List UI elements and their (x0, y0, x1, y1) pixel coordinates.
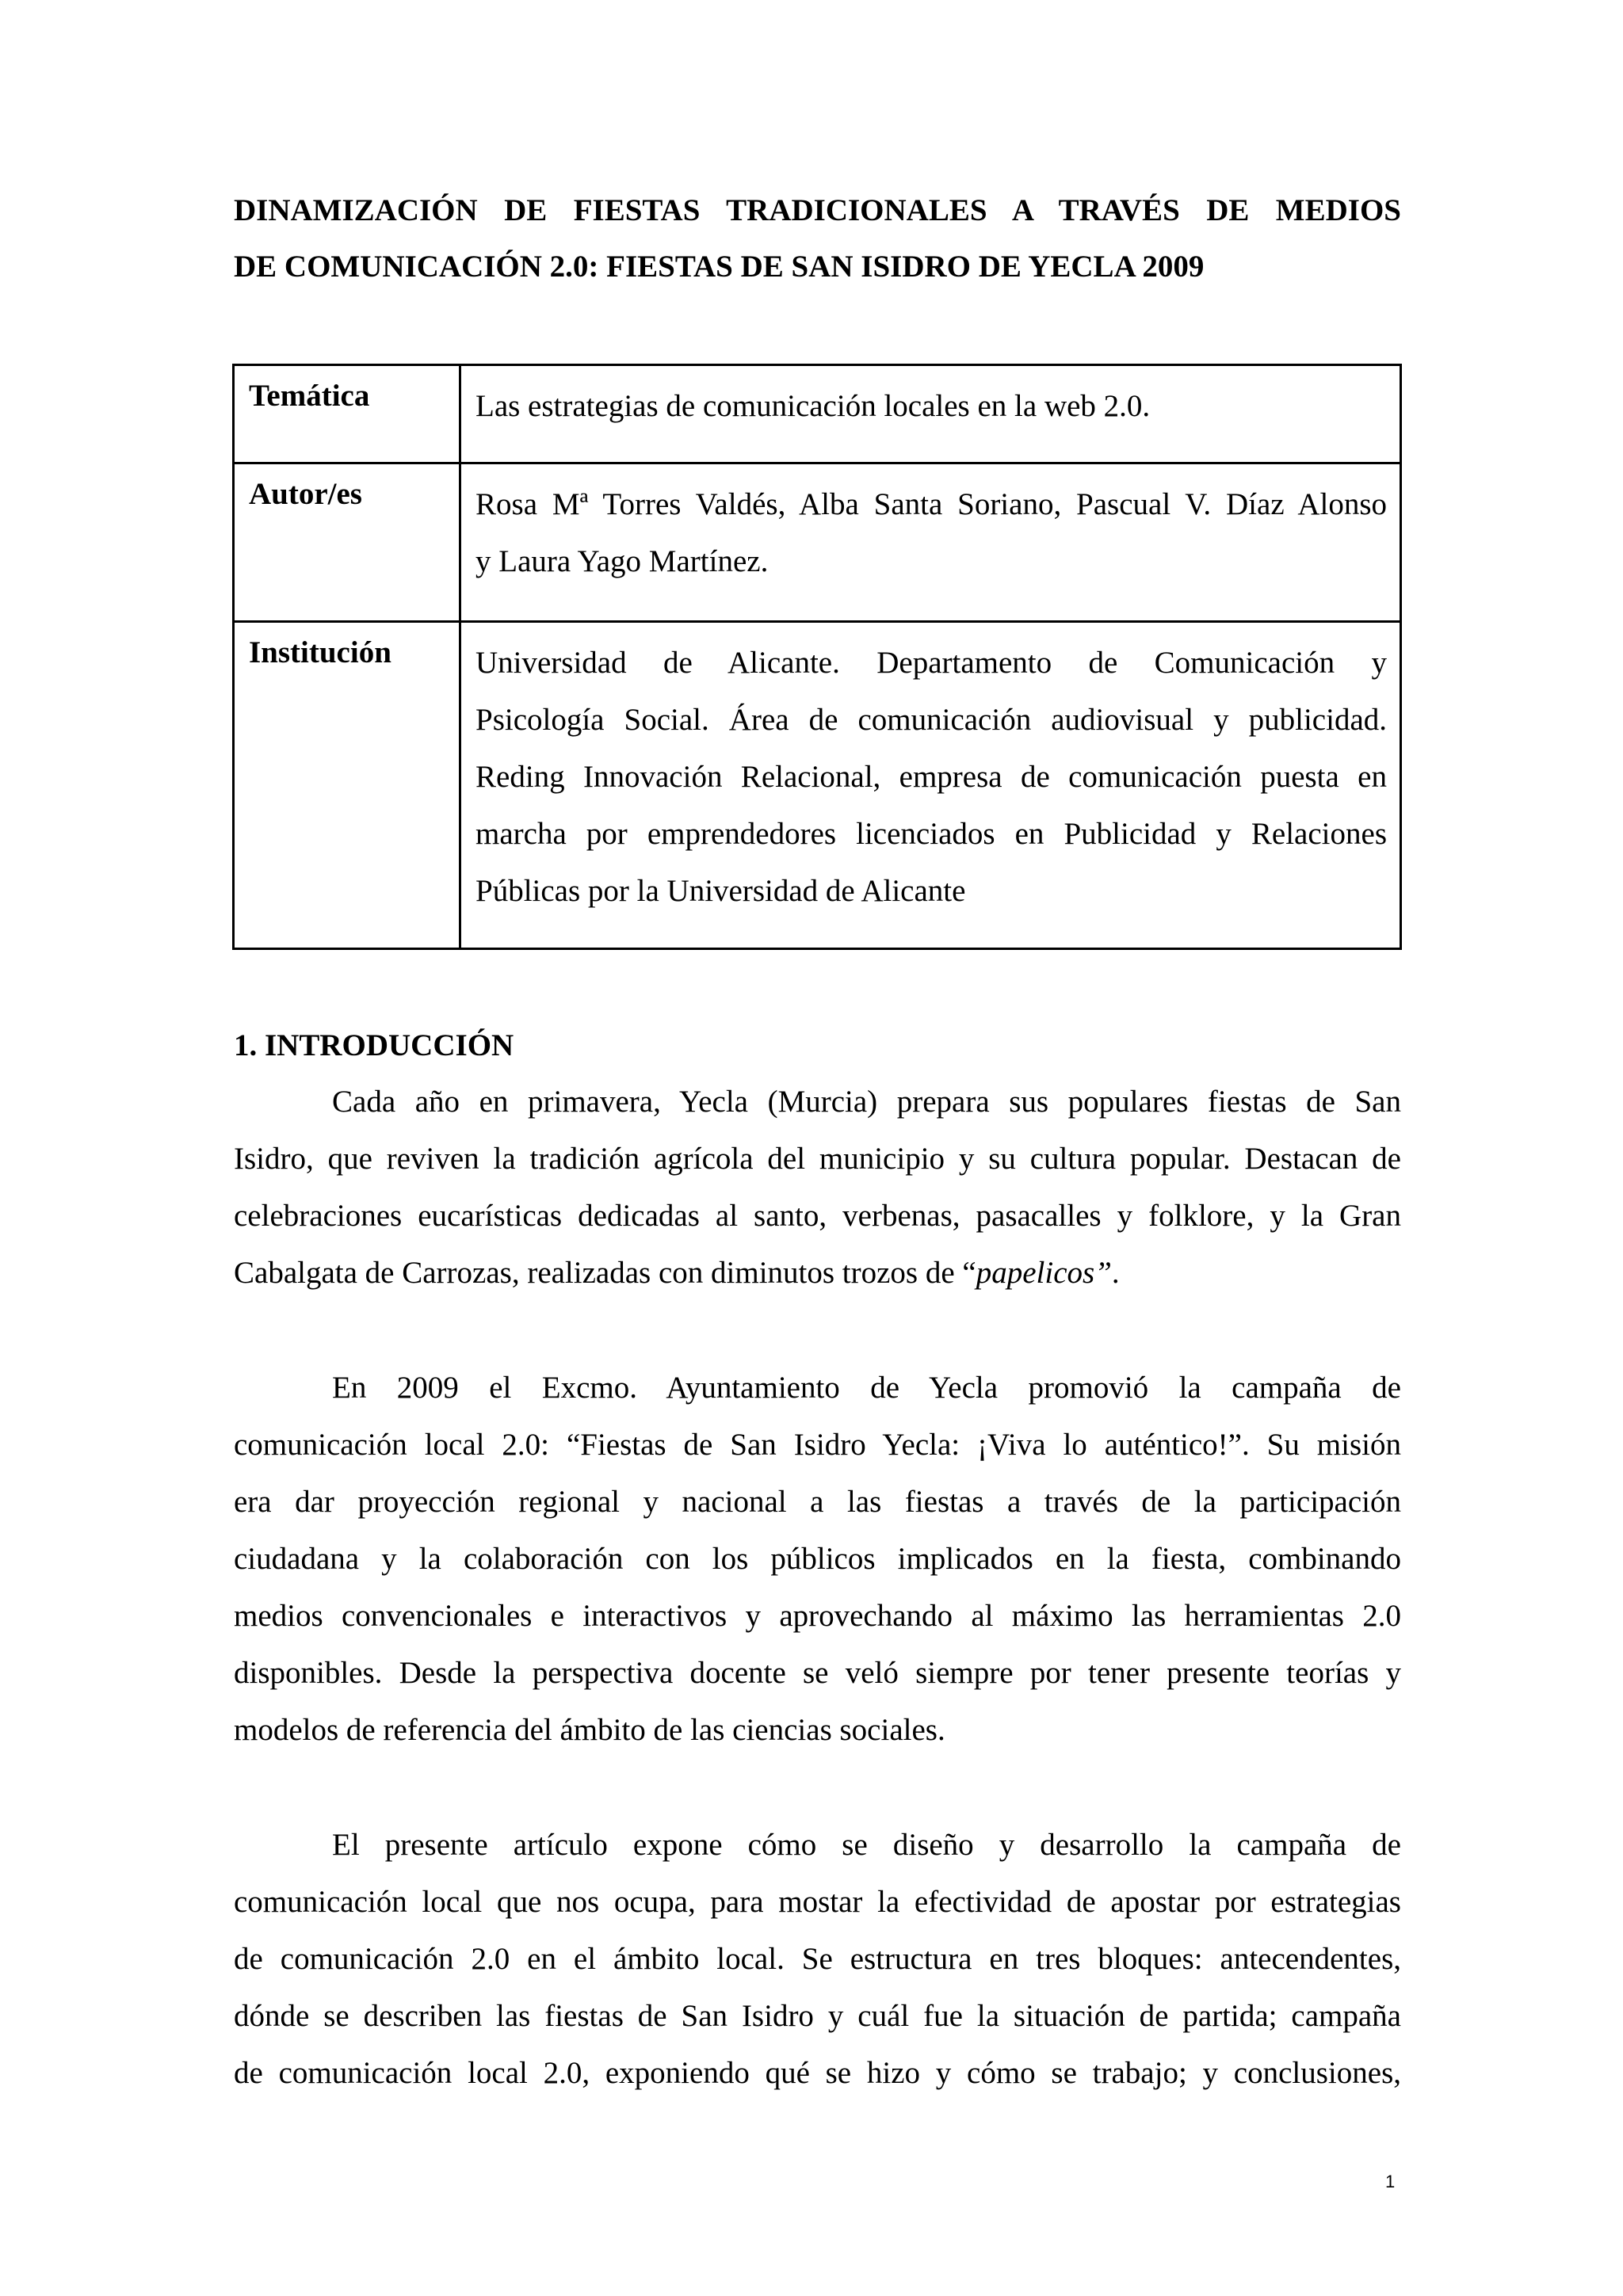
paragraph (234, 1074, 1401, 1302)
metadata-label-autores: Autor/es (234, 463, 460, 622)
paragraph-line: El presente artículo expone cómo se diseño y desarrollo la campaña de (332, 1828, 1401, 1862)
italic-text: papelicos” (976, 1256, 1112, 1290)
paragraph (234, 1360, 1401, 1759)
paragraph-line: ciudadana y la colaboración con los públicos implicados en la fiesta, combinando (234, 1542, 1401, 1576)
paragraph-line: Cada año en primavera, Yecla (Murcia) prepara sus populares fiestas de San (332, 1085, 1401, 1119)
metadata-value-autores (460, 463, 1401, 622)
title-line: DE COMUNICACIÓN 2.0: FIESTAS DE SAN ISIDRO DE YECLA 2009 (234, 250, 1205, 284)
metadata-value-line: Rosa Mª Torres Valdés, Alba Santa Soriano, Pascual V. Díaz Alonso (475, 487, 1387, 521)
page-number: 1 (1385, 2172, 1396, 2191)
metadata-row-autores (234, 463, 1401, 622)
paragraph-line: era dar proyección regional y nacional a las fiestas a través de la participación (234, 1485, 1401, 1519)
paragraph-line: comunicación local 2.0: “Fiestas de San Isidro Yecla: ¡Viva lo auténtico!”. Su misión (234, 1428, 1401, 1462)
paragraph (234, 1817, 1401, 2102)
metadata-label-institucion: Institución (234, 622, 460, 949)
paragraph-line: Isidro, que reviven la tradición agrícola del municipio y su cultura popular. Destacan de (234, 1142, 1401, 1176)
text-run: Cabalgata de Carrozas, realizadas con diminutos trozos de “ (234, 1256, 976, 1290)
metadata-value-line: marcha por emprendedores licenciados en Publicidad y Relaciones (475, 817, 1387, 851)
paragraph-line: de comunicación local 2.0, exponiendo qué se hizo y cómo se trabajo; y conclusiones, (234, 2056, 1401, 2090)
paragraph-line: de comunicación 2.0 en el ámbito local. Se estructura en tres bloques: antecendentes, (234, 1942, 1401, 1976)
metadata-value-line: Psicología Social. Área de comunicación audiovisual y publicidad. (475, 703, 1387, 737)
section-heading: 1. INTRODUCCIÓN (234, 1028, 514, 1062)
metadata-label-tematica: Temática (234, 365, 460, 463)
metadata-value-line: Universidad de Alicante. Departamento de Comunicación y (475, 646, 1387, 680)
paragraph-line: En 2009 el Excmo. Ayuntamiento de Yecla promovió la campaña de (332, 1371, 1401, 1405)
title-line: DINAMIZACIÓN DE FIESTAS TRADICIONALES A TRAVÉS DE MEDIOS (234, 193, 1401, 227)
text-run: . (1111, 1256, 1120, 1290)
paragraph-line: comunicación local que nos ocupa, para mostar la efectividad de apostar por estrategias (234, 1885, 1401, 1919)
metadata-value-line: Públicas por la Universidad de Alicante (475, 874, 966, 908)
metadata-row-tematica (234, 365, 1401, 463)
metadata-value-line: y Laura Yago Martínez. (475, 544, 769, 578)
paragraph-line: medios convencionales e interactivos y aprovechando al máximo las herramientas 2.0 (234, 1599, 1401, 1633)
metadata-value-line: Las estrategias de comunicación locales en la web 2.0. (475, 389, 1151, 423)
paragraph-line: modelos de referencia del ámbito de las ciencias sociales. (234, 1713, 945, 1747)
metadata-table (232, 364, 1402, 950)
paragraph-line: disponibles. Desde la perspectiva docente se veló siempre por tener presente teorías y (234, 1656, 1401, 1690)
metadata-value-institucion (460, 622, 1401, 949)
metadata-value-line: Reding Innovación Relacional, empresa de comunicación puesta en (475, 760, 1387, 794)
paragraph-line: celebraciones eucarísticas dedicadas al santo, verbenas, pasacalles y folklore, y la Gran (234, 1199, 1401, 1233)
paragraph-line (234, 1245, 1401, 1302)
document-title (234, 182, 1401, 295)
paragraph-line: dónde se describen las fiestas de San Isidro y cuál fue la situación de partida; campaña (234, 1999, 1401, 2033)
metadata-value-tematica (460, 365, 1401, 463)
metadata-row-institucion (234, 622, 1401, 949)
